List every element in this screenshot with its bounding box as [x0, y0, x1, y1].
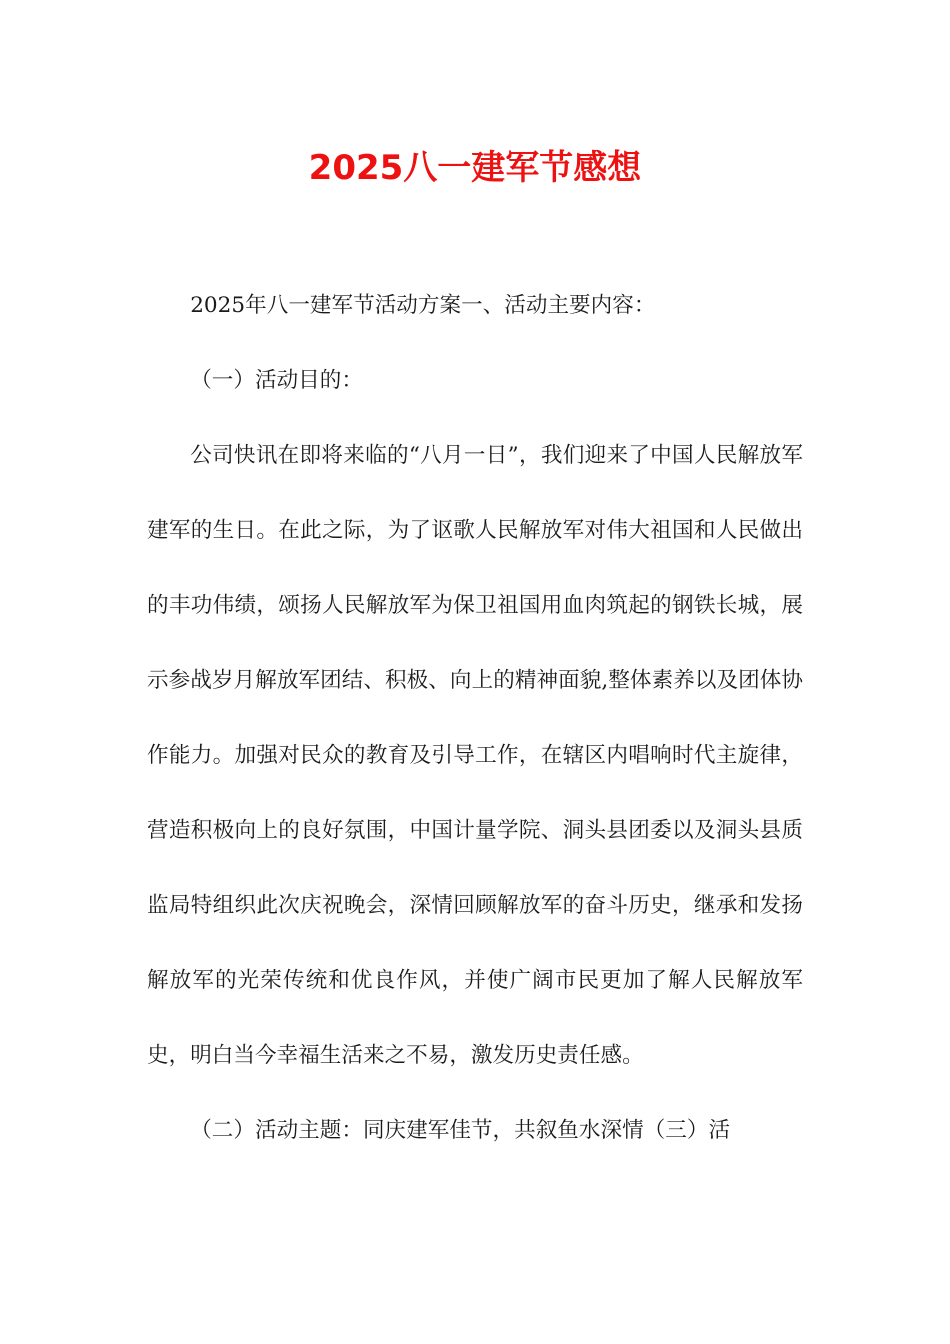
document-title: 2025八一建军节感想 — [308, 148, 642, 188]
paragraph-purpose-body: 公司快讯在即将来临的“八月一日”，我们迎来了中国人民解放军建军的生日。在此之际，为了讴歌人民解放军对伟大祖国和人民做出的丰功伟绩，颂扬人民解放军为保卫祖国用血肉筑起的钢铁长城，展示参战岁月解放军团结、积极、向上的精神面貌,整体素养以及团体协作能力。加强对民众的教育及引导工作，在辖区内唱响时代主旋律，营造积极向上的良好氛围，中国计量学院、洞头县团委以及洞头县质监局特组织此次庆祝晚会，深情回顾解放军的奋斗历史，继承和发扬解放军的光荣传统和优良作风，并使广阔市民更加了解人民解放军史，明白当今幸福生活来之不易，激发历史责任感。 — [147, 443, 803, 1068]
paragraph-plan-heading: 2025年八一建军节活动方案一、活动主要内容： — [190, 293, 656, 318]
paragraph-section-theme: （二）活动主题：同庆建军佳节，共叙鱼水深情（三）活 — [190, 1118, 731, 1143]
paragraph-section-purpose: （一）活动目的： — [190, 368, 363, 393]
document-body — [147, 268, 803, 1168]
